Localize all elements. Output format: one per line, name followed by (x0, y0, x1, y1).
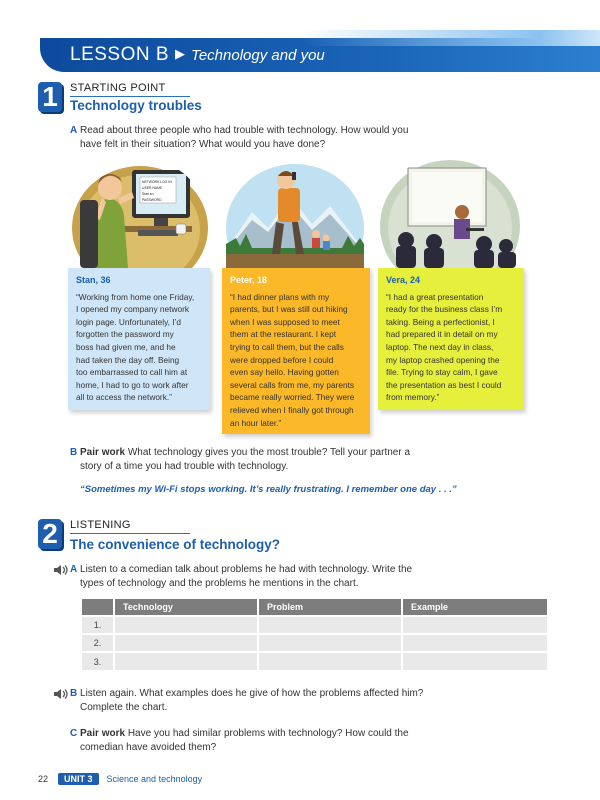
unit-topic: Science and technology (106, 774, 203, 784)
story-name: Vera, 24 (386, 275, 421, 285)
story-line: had taken the day off. Being (76, 354, 180, 365)
pair-work-label: Pair work (80, 447, 126, 458)
story-line: an hour later.” (230, 417, 282, 428)
table-cell-input[interactable] (114, 652, 258, 670)
audio-icon[interactable] (54, 565, 68, 575)
instruction-text-line: Complete the chart. (80, 702, 168, 713)
instruction-letter: A (70, 564, 78, 575)
instruction-text-line: Have you had similar problems with technology? How could the (127, 728, 409, 739)
story-line: boss had given me, and he (76, 341, 176, 352)
table-header: Example (402, 599, 547, 616)
row-number: 2. (82, 634, 114, 652)
lesson-label: LESSON B (70, 44, 170, 65)
section-title: Technology troubles (70, 98, 202, 113)
monitor-note-text: Stan.sn (142, 192, 154, 196)
section-title: The convenience of technology? (70, 537, 281, 552)
story-card-peter (222, 268, 370, 434)
story-line: home, I had to go to work after (76, 379, 189, 390)
story-line: “I had a great presentation (386, 291, 484, 302)
table-cell-input[interactable] (402, 652, 547, 670)
listening-instruction-c (70, 727, 510, 755)
story-line: several calls from me, my parents (230, 379, 355, 390)
instruction-b (70, 446, 510, 474)
row-number: 3. (82, 652, 114, 670)
story-line: “I had dinner plans with my (230, 291, 330, 302)
row-number: 1. (82, 616, 114, 634)
story-line: when I was supposed to meet (230, 316, 340, 327)
instruction-text-line: types of technology and the problems he mentions in the chart. (80, 578, 359, 589)
table-row (82, 652, 547, 670)
instruction-letter: B (70, 447, 78, 458)
story-line: my laptop crashed opening the (386, 354, 500, 365)
story-line: them at the restaurant. I kept (230, 329, 337, 340)
story-line: from memory.” (386, 392, 440, 403)
section-label: STARTING POINT (70, 82, 166, 94)
unit-badge: UNIT 3 (58, 773, 99, 785)
monitor-note-text: NETWORK LOG IN (142, 180, 172, 184)
table-cell-input[interactable] (258, 634, 402, 652)
story-line: forgotten the password my (76, 329, 174, 340)
instruction-text-line: Listen again. What examples does he give of how the problems affected him? (80, 688, 424, 699)
story-line: trying to call them, but the calls (230, 341, 344, 352)
lesson-heading (70, 44, 325, 66)
page-footer (38, 774, 202, 784)
story-line: the presentation as best I could (386, 379, 502, 390)
table-header: Problem (258, 599, 402, 616)
pair-work-label: Pair work (80, 728, 126, 739)
table-cell-input[interactable] (114, 634, 258, 652)
story-line: laptop. The next day in class, (386, 341, 494, 352)
story-line: I opened my company network (76, 304, 189, 315)
audio-icon[interactable] (54, 689, 68, 699)
story-line: were dropped before I could (230, 354, 334, 365)
section-number-badge: 1 (38, 82, 62, 112)
table-header-row (82, 599, 547, 616)
table-cell-input[interactable] (402, 616, 547, 634)
story-line: “Working from home one Friday, (76, 291, 195, 302)
table-row (82, 634, 547, 652)
play-triangle-icon: ▶ (175, 46, 186, 61)
instruction-a (70, 124, 490, 152)
story-card-stan (68, 268, 210, 410)
table-cell-input[interactable] (114, 616, 258, 634)
story-name: Stan, 36 (76, 275, 111, 285)
table-cell-input[interactable] (258, 616, 402, 634)
section-rule (70, 533, 190, 534)
section-number-badge: 2 (38, 519, 62, 549)
table-cell-input[interactable] (258, 652, 402, 670)
story-line: even say hello. Having gotten (230, 367, 339, 378)
illustration-vera (380, 154, 520, 268)
listening-chart (82, 599, 547, 670)
monitor-note-text: PASSWORD (142, 198, 162, 202)
instruction-text-line: Read about three people who had trouble with technology. How would you (80, 125, 409, 136)
section-rule (70, 96, 190, 97)
story-line: too embarrassed to call him at (76, 367, 188, 378)
instruction-text-line: Listen to a comedian talk about problems he had with technology. Write the (80, 564, 413, 575)
illustration-peter (226, 158, 364, 268)
story-line: login page. Unfortunately, I’d (76, 316, 182, 327)
story-line: parents, but I was still out hiking (230, 304, 348, 315)
section-label: LISTENING (70, 519, 131, 531)
story-line: had prepared it in detail on my (386, 329, 498, 340)
story-card-vera (378, 268, 524, 410)
table-cell-input[interactable] (402, 634, 547, 652)
story-line: became really worried. They were (230, 392, 355, 403)
listening-instruction-b (70, 687, 510, 715)
page-number: 22 (38, 774, 49, 784)
story-line: file. Trying to stay calm, I gave (386, 367, 498, 378)
instruction-text-line: comedian have avoided them? (80, 742, 217, 753)
table-row (82, 616, 547, 634)
story-name: Peter, 18 (230, 275, 268, 285)
monitor-note-text: USER NAME (142, 186, 163, 190)
story-line: ready for the business class I’m (386, 304, 503, 315)
table-header: Technology (114, 599, 258, 616)
instruction-letter: C (70, 728, 78, 739)
illustration-stan (72, 158, 208, 268)
banner-swoosh (300, 30, 600, 46)
lesson-title: Technology and you (191, 47, 325, 64)
story-line: relieved when I finally got through (230, 404, 354, 415)
example-quote: “Sometimes my Wi-Fi stops working. It’s really frustrating. I remember one day . . .” (80, 484, 457, 495)
instruction-text-line: have felt in their situation? What would you have done? (80, 139, 326, 150)
listening-instruction-a (70, 563, 510, 591)
story-line: all to access the network.” (76, 392, 172, 403)
table-header-blank (82, 599, 114, 616)
story-line: taking. Being a perfectionist, I (386, 316, 495, 327)
instruction-letter: B (70, 688, 78, 699)
instruction-text-line: story of a time you had trouble with technology. (80, 461, 289, 472)
instruction-text-line: What technology gives you the most trouble? Tell your partner a (127, 447, 411, 458)
instruction-letter: A (70, 125, 78, 136)
